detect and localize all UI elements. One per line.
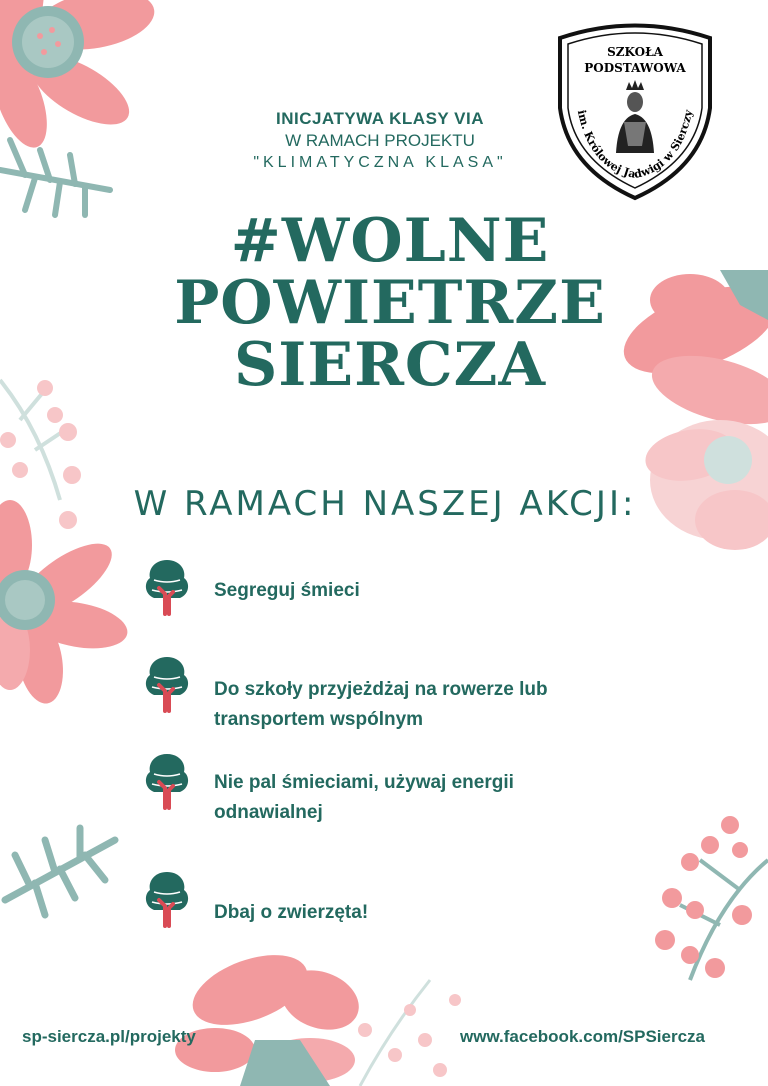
- item-text: Dbaj o zwierzęta!: [214, 902, 369, 923]
- item-text-line-1: Nie pal śmieciami, używaj energii: [214, 772, 514, 793]
- header-initiative: [215, 108, 545, 174]
- header-line-3: "KLIMATYCZNA KLASA": [253, 154, 507, 171]
- title-line-1: #WOLNE: [230, 206, 550, 276]
- crest-arc-text: im. Królowej Jadwigi w Sierczy: [574, 108, 696, 182]
- item-text: Segreguj śmieci: [214, 580, 360, 601]
- tree-icon: [142, 558, 192, 618]
- leaf-branch-top-left: [0, 140, 110, 215]
- title-line-3: SIERCZA: [233, 330, 547, 400]
- main-title: [100, 206, 680, 400]
- footer-website-link[interactable]: sp-siercza.pl/projekty: [22, 1027, 196, 1046]
- crest-line1: SZKOŁA: [607, 45, 663, 59]
- item-text-line-1: Do szkoły przyjeżdżaj na rowerze lub: [214, 679, 548, 700]
- header-line-1: INICJATYWA KLASY VIA: [275, 109, 485, 128]
- footer-facebook-link[interactable]: www.facebook.com/SPSiercza: [460, 1027, 706, 1046]
- berry-branch-right: [655, 816, 768, 980]
- tree-icon: [142, 752, 192, 812]
- flower-left-mid: [0, 500, 131, 707]
- title-line-2: POWIETRZE: [174, 268, 606, 338]
- school-crest-logo: [552, 18, 718, 203]
- tree-icon: [142, 870, 192, 930]
- tree-icon: [142, 655, 192, 715]
- item-text-line-2: odnawialnej: [214, 802, 323, 823]
- item-text: [214, 768, 664, 828]
- header-line-2: W RAMACH PROJEKTU: [285, 131, 475, 150]
- leaf-branch-bottom-left: [5, 828, 115, 915]
- item-text: [214, 675, 664, 735]
- berry-branch-bottom: [358, 980, 461, 1086]
- flower-top-left: [0, 0, 159, 155]
- crest-line2: PODSTAWOWA: [584, 61, 686, 75]
- flower-bottom: [175, 941, 367, 1086]
- subtitle: W RAMACH NASZEJ AKCJI:: [133, 484, 637, 524]
- item-text-line-2: transportem wspólnym: [214, 709, 424, 730]
